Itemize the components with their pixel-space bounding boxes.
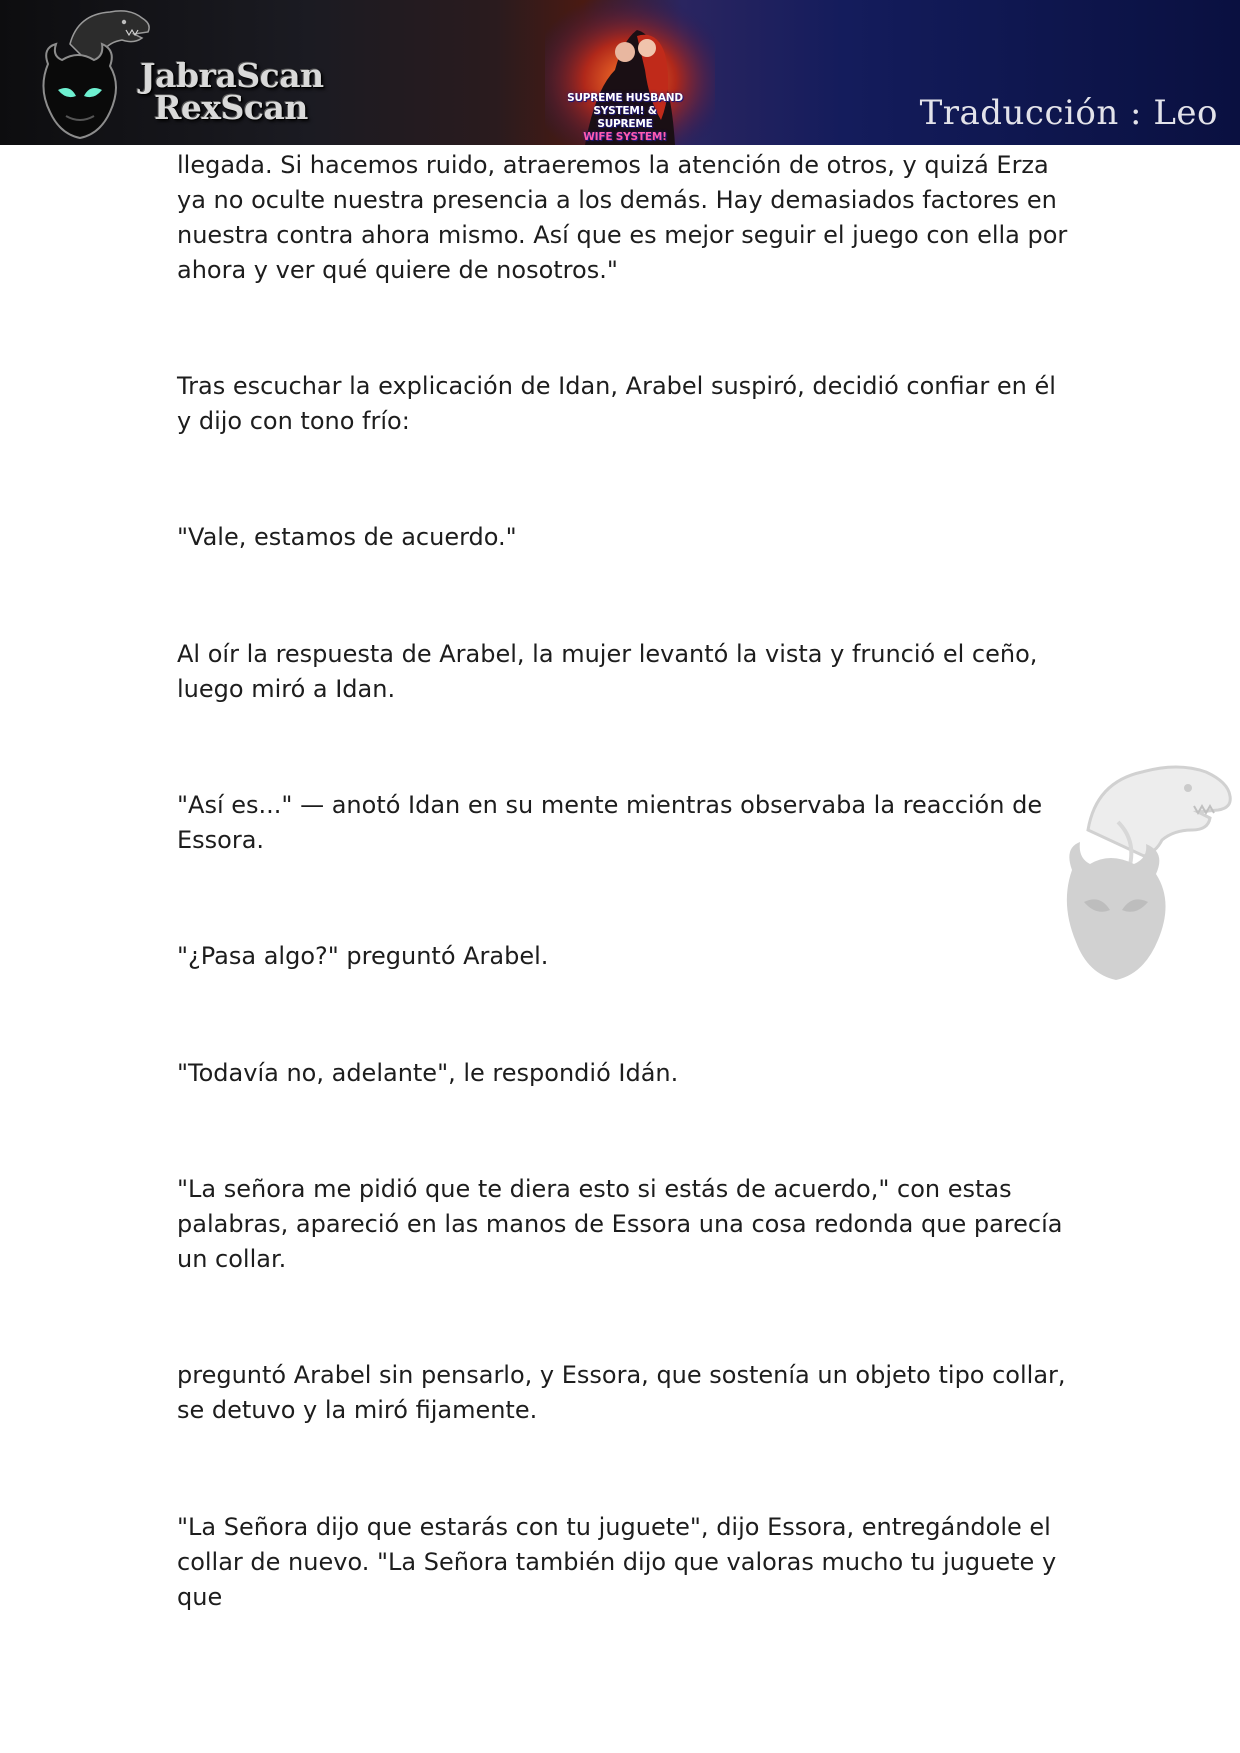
logo-line-1: JabraScan xyxy=(140,56,324,95)
paragraph: Al oír la respuesta de Arabel, la mujer levantó la vista y frunció el ceño, luego miró a Idan. xyxy=(177,640,1038,703)
paragraph: "Así es..." — anotó Idan en su mente mientras observaba la reacción de Essora. xyxy=(177,791,1043,854)
chapter-text xyxy=(177,148,1077,1615)
translator-credit: Traducción : Leo xyxy=(919,93,1218,133)
novel-title xyxy=(565,92,685,144)
paragraph: llegada. Si hacemos ruido, atraeremos la atención de otros, y quizá Erza ya no oculte nuestra presencia a los demás. Hay demasiados factores en nuestra contra ahora mismo. Así que es mejor seguir el juego con ella por ahora y ver qué quiere de nosotros." xyxy=(177,151,1068,284)
paragraph: "¿Pasa algo?" preguntó Arabel. xyxy=(177,942,549,970)
logo-line-2: RexScan xyxy=(154,88,308,127)
paragraph: preguntó Arabel sin pensarlo, y Essora, que sostenía un objeto tipo collar, se detuvo y la miró fijamente. xyxy=(177,1361,1066,1424)
paragraph: Tras escuchar la explicación de Idan, Arabel suspiró, decidió confiar en él y dijo con tono frío: xyxy=(177,372,1056,435)
novel-title-line-2: SYSTEM! & SUPREME xyxy=(593,105,657,130)
paragraph: "La Señora dijo que estarás con tu juguete", dijo Essora, entregándole el collar de nuevo. "La Señora también dijo que valoras mucho tu juguete y que xyxy=(177,1513,1057,1611)
paragraph: "La señora me pidió que te diera esto si estás de acuerdo," con estas palabras, apareció en las manos de Essora una cosa redonda que parecía un collar. xyxy=(177,1175,1063,1273)
paragraph: "Vale, estamos de acuerdo." xyxy=(177,523,517,551)
novel-title-line-1: SUPREME HUSBAND xyxy=(567,92,683,104)
scan-group-logo-text xyxy=(140,56,324,127)
header-banner xyxy=(0,0,1240,145)
paragraph: "Todavía no, adelante", le respondió Idán. xyxy=(177,1059,679,1087)
dinosaur-demon-watermark-icon xyxy=(1058,752,1238,987)
novel-title-line-3: WIFE SYSTEM! xyxy=(583,131,667,143)
